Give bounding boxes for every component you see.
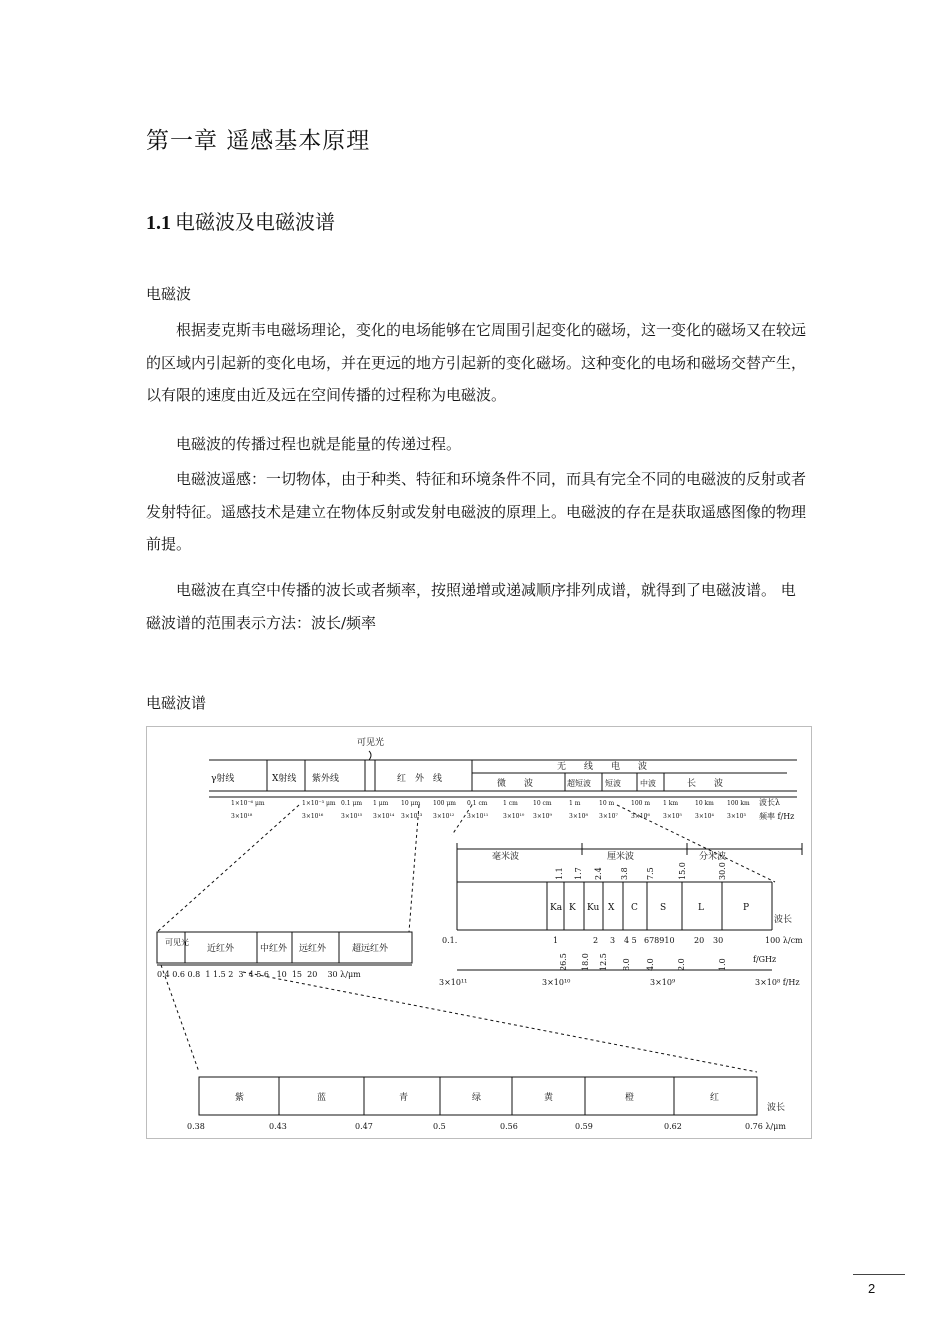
- cm-1: 1: [553, 936, 559, 945]
- wl-3: 1 μm: [373, 800, 389, 807]
- spectrum-diagram: [147, 727, 811, 1138]
- wl-10: 10 m: [599, 800, 615, 807]
- fq-9: 3×10⁸: [569, 813, 588, 820]
- fq-1: 3×10¹⁶: [302, 813, 324, 820]
- color-violet: 紫: [235, 1093, 245, 1103]
- ghz-bottom-0: 26.5: [559, 953, 568, 971]
- band-ku: Ku: [587, 903, 600, 913]
- wl-8: 10 cm: [533, 800, 552, 807]
- hz-2: 3×10⁹: [650, 978, 676, 987]
- fq-13: 3×10⁴: [695, 813, 714, 820]
- fq-10: 3×10⁷: [599, 813, 618, 820]
- band-uv: 紫外线: [312, 774, 340, 784]
- fq-14: 3×10³: [727, 813, 746, 820]
- radio-medium: 中波: [640, 779, 656, 788]
- wl-9: 1 m: [569, 800, 581, 807]
- hz-3: 3×10⁸ f/Hz: [755, 978, 800, 987]
- band-k: K: [569, 903, 576, 913]
- ghz-bottom-5: 2.0: [677, 958, 686, 971]
- visible-light-label: 可见光: [357, 738, 385, 748]
- vis-tick-2: 0.47: [355, 1122, 373, 1131]
- wl-6: 0.1 cm: [467, 800, 488, 807]
- wl-11: 100 m: [631, 800, 651, 807]
- ir-band-far: 远红外: [299, 944, 327, 954]
- ir-band-extreme: 超远红外: [352, 944, 389, 954]
- ghz-top-2: 2.4: [594, 867, 603, 880]
- band-p: P: [743, 903, 750, 913]
- radio-short: 短波: [605, 779, 621, 788]
- wl-2: 0.1 μm: [341, 800, 363, 807]
- wl-7: 1 cm: [503, 800, 518, 807]
- ghz-bottom-3: 8.0: [622, 958, 631, 971]
- chapter-title: 第一章 遥感基本原理: [146, 128, 371, 154]
- cm-6: 20: [694, 936, 705, 945]
- wl-5: 100 μm: [433, 800, 456, 807]
- color-orange: 橙: [625, 1093, 635, 1103]
- ghz-bottom-1: 18.0: [581, 953, 590, 971]
- cm-4: 4 5: [624, 936, 637, 945]
- cm-3: 3: [610, 936, 616, 945]
- color-blue: 蓝: [317, 1093, 327, 1103]
- vis-tick-5: 0.59: [575, 1122, 593, 1131]
- ir-band-visible: 可见光: [165, 938, 189, 947]
- cm-5: 678910: [644, 936, 675, 945]
- fq-11: 3×10⁶: [631, 813, 650, 820]
- vis-tick-6: 0.62: [664, 1122, 682, 1131]
- ghz-bottom-4: 4.0: [646, 958, 655, 971]
- ghz-top-1: 1.7: [574, 867, 583, 880]
- subheading-electromagnetic-wave: 电磁波: [146, 285, 192, 303]
- group-centimeter: 厘米波: [607, 852, 635, 862]
- subheading-spectrum: 电磁波谱: [146, 694, 207, 712]
- radio-microwave: 微 波: [497, 779, 534, 789]
- group-millimeter: 毫米波: [492, 852, 520, 862]
- footer-rule: [853, 1274, 905, 1275]
- vis-tick-3: 0.5: [433, 1122, 446, 1131]
- band-radio: 无 线 电 波: [557, 762, 648, 772]
- ghz-top-0: 1.1: [555, 867, 564, 880]
- fq-8: 3×10⁹: [533, 813, 552, 820]
- ir-band-near: 近红外: [207, 944, 235, 954]
- hz-0: 3×10¹¹: [439, 978, 468, 987]
- band-c: C: [631, 903, 638, 913]
- vis-wavelength-unit: 波长: [767, 1103, 786, 1113]
- fq-6: 3×10¹¹: [467, 813, 489, 820]
- fq-12: 3×10⁵: [663, 813, 682, 820]
- cm-0: 0.1.: [442, 936, 458, 945]
- color-yellow: 黄: [544, 1093, 554, 1103]
- wl-12: 1 km: [663, 800, 679, 807]
- ghz-top-3: 3.8: [620, 867, 629, 880]
- hz-1: 3×10¹⁰: [542, 978, 571, 987]
- fq-2: 3×10¹⁵: [341, 813, 363, 820]
- band-x: X: [608, 903, 615, 913]
- page-number: 2: [868, 1281, 876, 1296]
- paragraph-spectrum: 电磁波在真空中传播的波长或者频率，按照递增或递减顺序排列成谱，就得到了电磁波谱。 电磁波谱的范围表示方法：波长/频率: [146, 581, 796, 632]
- vis-tick-1: 0.43: [269, 1122, 287, 1131]
- fq-3: 3×10¹⁴: [373, 813, 395, 820]
- wl-0: 1×10⁻⁶ μm: [231, 800, 265, 807]
- paragraph-remote-sensing: 电磁波遥感：一切物体，由于种类、特征和环境条件不同，而具有完全不同的电磁波的反射或者发射特征。遥感技术是建立在物体反射或发射电磁波的原理上。电磁波的存在是获取遥感图像的物理前提。: [146, 470, 807, 553]
- color-cyan: 青: [399, 1093, 409, 1103]
- band-gamma: γ射线: [211, 774, 235, 784]
- fq-7: 3×10¹⁰: [503, 813, 525, 820]
- band-xray: X射线: [272, 774, 297, 784]
- micro-wavelength-unit: 波长: [774, 915, 793, 925]
- ghz-bottom-2: 12.5: [599, 953, 608, 971]
- wl-4: 10 μm: [401, 800, 421, 807]
- paragraph-maxwell: 根据麦克斯韦电磁场理论，变化的电场能够在它周围引起变化的磁场，这一变化的磁场又在较远的区域内引起新的变化电场，并在更远的地方引起新的变化磁场。这种变化的电场和磁场交替产生，以有限的速度由近及远在空间传播的过程称为电磁波。: [146, 321, 807, 404]
- ir-ticks: 0.4 0.6 0.8 1 1.5 2 3 4 5 6 10 15 20 30 λ/μm: [157, 970, 361, 979]
- color-red: 红: [710, 1093, 720, 1103]
- fq-4: 3×10¹³: [401, 813, 423, 820]
- ghz-top-4: 7.5: [646, 867, 655, 880]
- top-frequency-unit: 频率 f/Hz: [759, 812, 795, 821]
- band-l: L: [698, 903, 704, 913]
- section-title: 电磁波及电磁波谱: [175, 210, 335, 234]
- radio-ultrashort: 超短波: [567, 779, 591, 788]
- ghz-unit: f/GHz: [753, 955, 777, 964]
- section-heading: [146, 206, 335, 235]
- band-infrared: 红 外 线: [397, 774, 443, 784]
- cm-7: 30: [713, 936, 724, 945]
- wl-13: 10 km: [695, 800, 714, 807]
- radio-long: 长 波: [687, 779, 724, 789]
- fq-0: 3×10¹⁸: [231, 813, 253, 820]
- ghz-bottom-6: 1.0: [718, 958, 727, 971]
- cm-8: 100 λ/cm: [765, 936, 803, 945]
- top-wavelength-unit: 波长λ: [759, 798, 781, 807]
- group-decimeter: 分米波: [699, 852, 727, 862]
- wl-14: 100 km: [727, 800, 750, 807]
- ghz-top-5: 15.0: [678, 862, 687, 880]
- paragraph-energy: 电磁波的传播过程也就是能量的传递过程。: [176, 435, 462, 453]
- cm-2: 2: [593, 936, 599, 945]
- band-ka: Ka: [550, 903, 563, 913]
- section-number: 1.1: [146, 212, 171, 234]
- vis-tick-4: 0.56: [500, 1122, 518, 1131]
- color-green: 绿: [472, 1093, 482, 1103]
- ir-band-mid: 中红外: [260, 944, 288, 954]
- vis-tick-0: 0.38: [187, 1122, 205, 1131]
- spectrum-figure: [146, 726, 812, 1139]
- fq-5: 3×10¹²: [433, 813, 455, 820]
- vis-tick-7: 0.76 λ/μm: [745, 1122, 786, 1131]
- band-s: S: [660, 903, 667, 913]
- wl-1: 1×10⁻³ μm: [302, 800, 336, 807]
- ghz-top-6: 30.0: [718, 862, 727, 880]
